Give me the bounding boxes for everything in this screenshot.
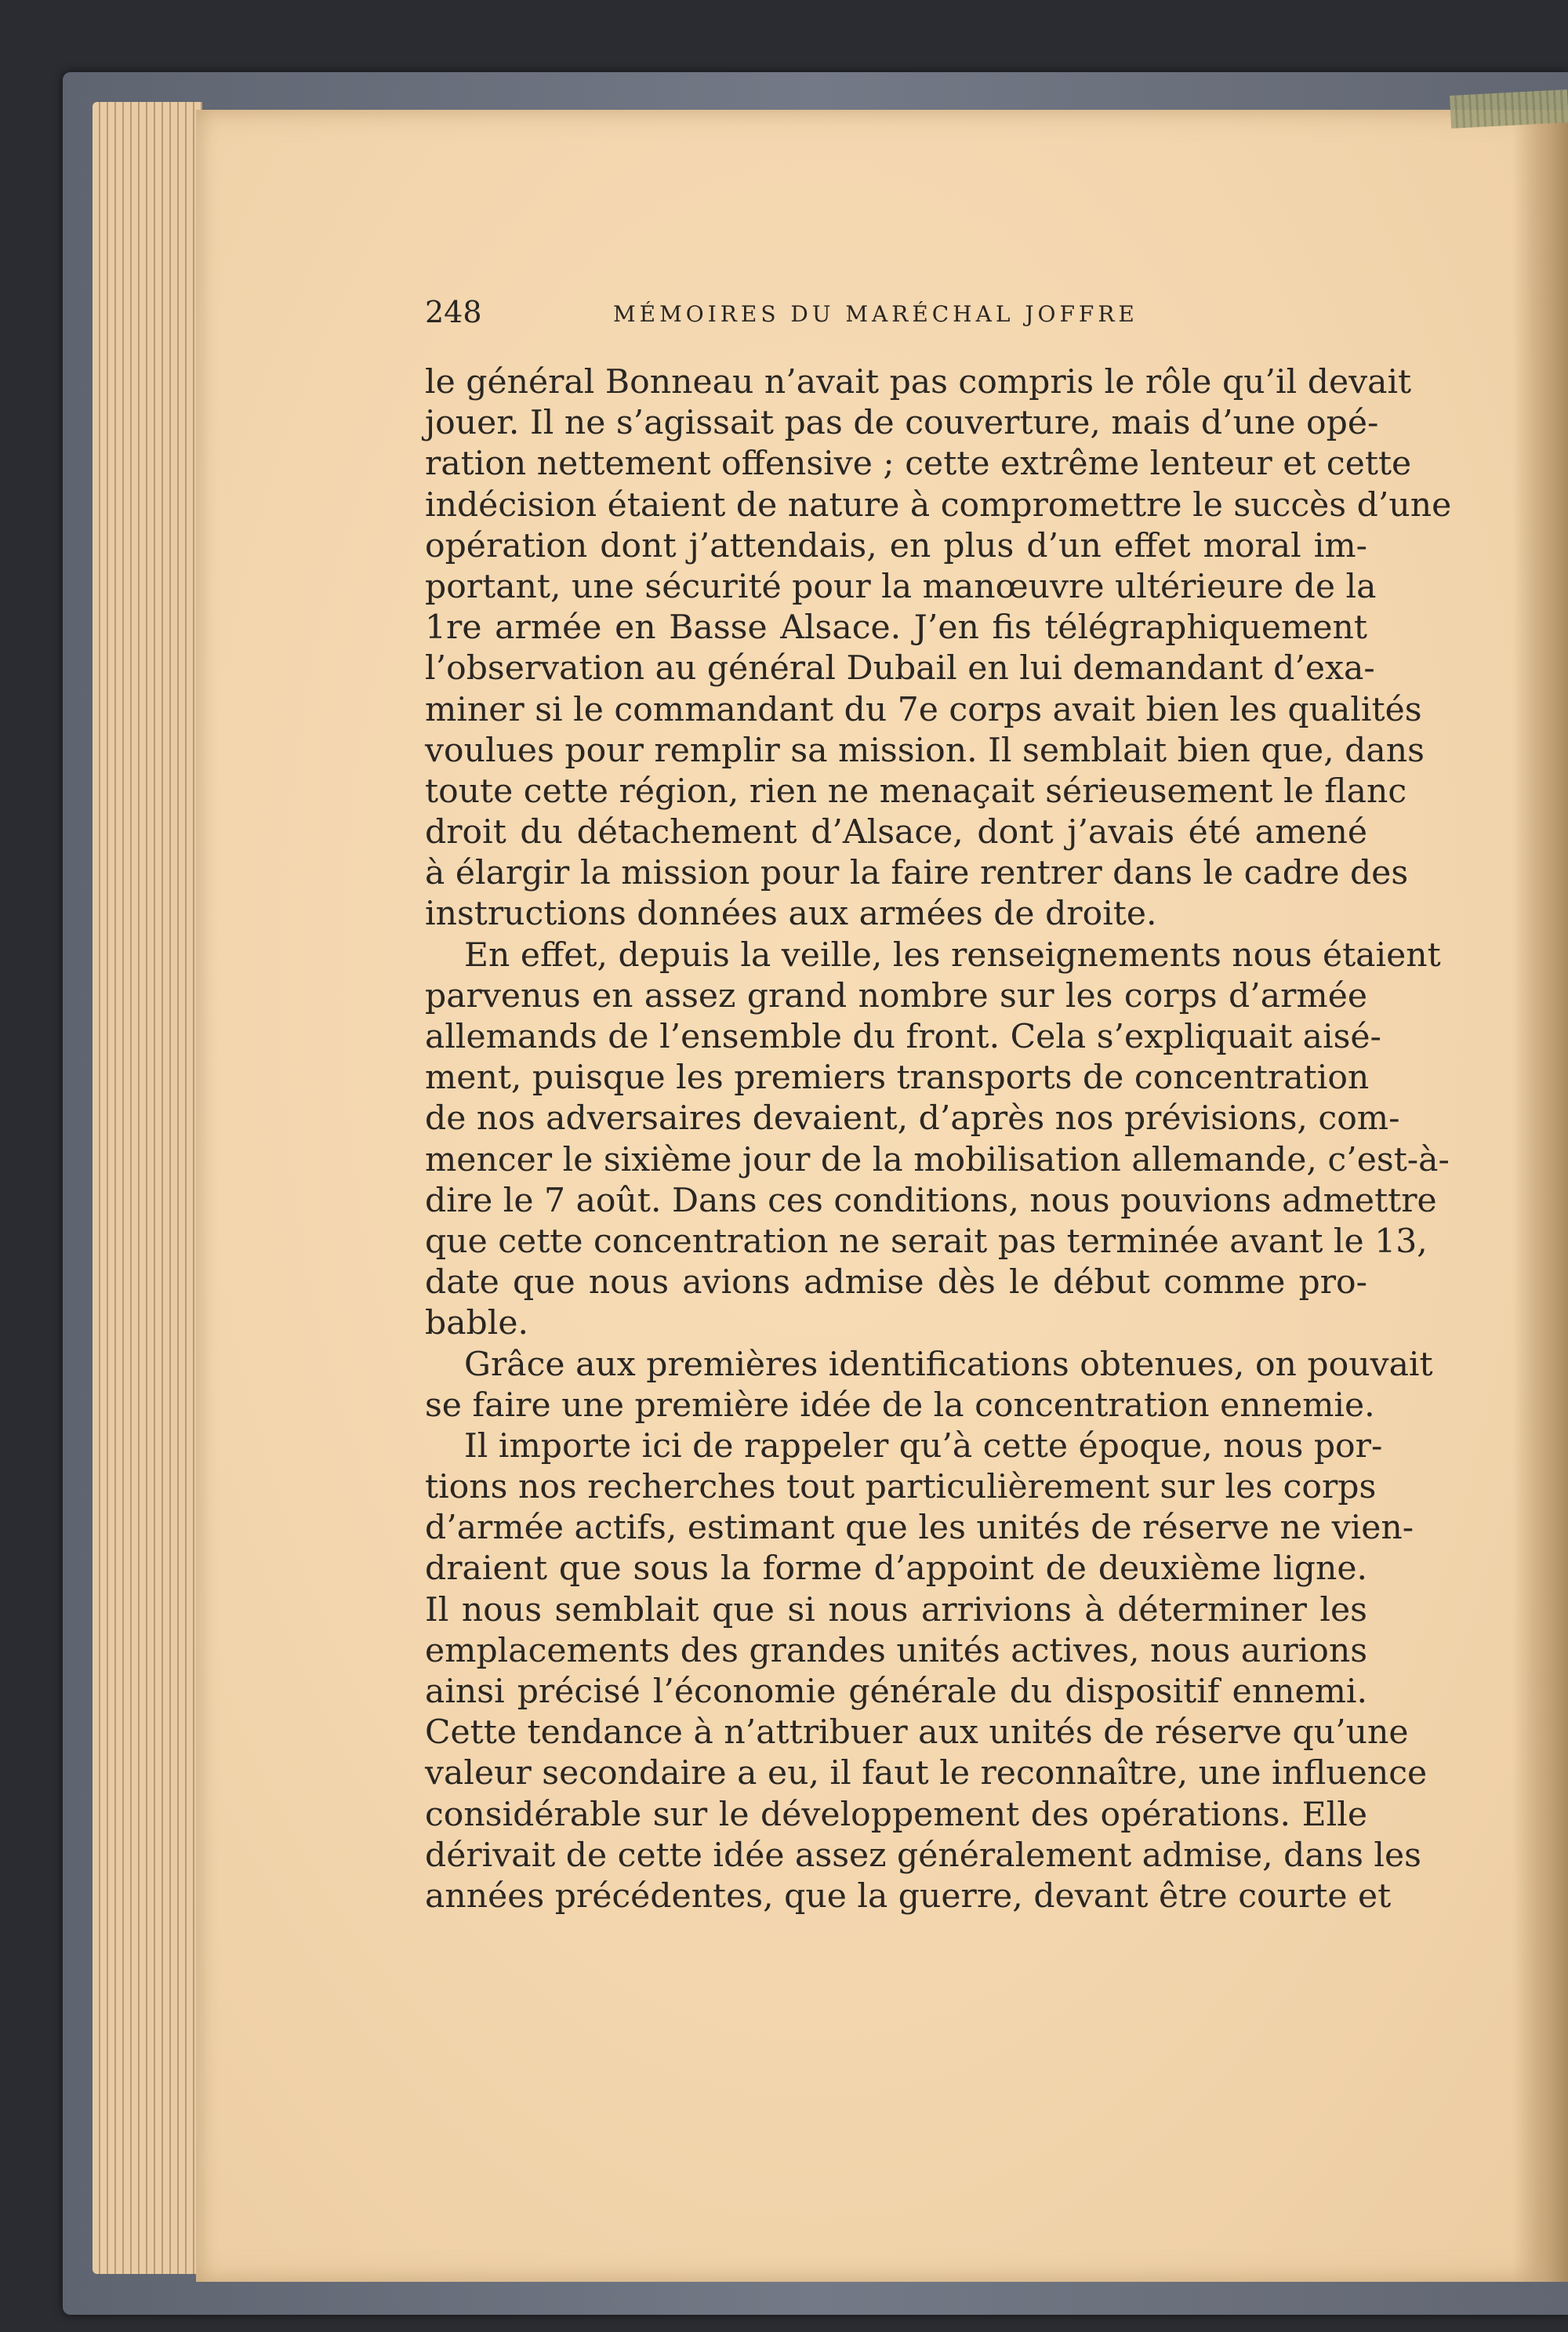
body-text [425,362,1452,1917]
text-line: indécision étaient de nature à compromettre le succès d’une [425,485,1452,525]
text-line: 1re armée en Basse Alsace. J’en fis télégraphiquement [425,608,1367,648]
text-line: bable. [425,1304,529,1343]
text-line: opération dont j’attendais, en plus d’un effet moral im- [425,526,1367,565]
bookmark-ribbon [1450,89,1568,129]
text-line: le général Bonneau n’avait pas compris le rôle qu’il devait [425,363,1412,401]
running-title: MÉMOIRES DU MARÉCHAL JOFFRE [613,301,1138,327]
text-line: allemands de l’ensemble du front. Cela s’expliquait aisé- [425,1018,1381,1056]
text-line: miner si le commandant du 7e corps avait bien les qualités [425,690,1422,729]
text-line: de nos adversaires devaient, d’après nos prévisions, com- [425,1099,1400,1139]
text-line: considérable sur le développement des opérations. Elle [425,1795,1367,1834]
text-line: l’observation au général Dubail en lui demandant d’exa- [425,649,1375,688]
text-line: à élargir la mission pour la faire rentrer dans le cadre des [425,854,1409,893]
text-line: instructions données aux armées de droite. [425,895,1157,934]
text-line: tions nos recherches tout particulièrement sur les corps [425,1468,1377,1507]
page-edges [93,102,202,2274]
text-line: ration nettement offensive ; cette extrême lenteur et cette [425,445,1412,484]
text-line: que cette concentration ne serait pas terminée avant le 13, [425,1222,1428,1261]
text-line: Il nous semblait que si nous arrivions à déterminer les [425,1590,1367,1629]
text-line: dérivait de cette idée assez généralement admise, dans les [425,1836,1421,1875]
text-line: portant, une sécurité pour la manœuvre ultérieure de la [425,567,1377,606]
text-line: ment, puisque les premiers transports de concentration [425,1059,1370,1098]
text-line: se faire une première idée de la concentration ennemie. [425,1386,1375,1425]
text-line: dire le 7 août. Dans ces conditions, nous pouvions admettre [425,1181,1437,1220]
text-line: jouer. Il ne s’agissait pas de couverture, mais d’une opé- [425,404,1379,443]
text-line: toute cette région, rien ne menaçait sérieusement le flanc [425,772,1407,811]
text-line: Il importe ici de rappeler qu’à cette époque, nous por- [464,1426,1383,1466]
text-line: Grâce aux premières identifications obtenues, on pouvait [464,1345,1433,1384]
page-number: 248 [425,295,482,329]
page-header [425,295,1367,334]
text-line: ainsi précisé l’économie générale du dispositif ennemi. [425,1673,1367,1711]
text-line: Cette tendance à n’attribuer aux unités de réserve qu’une [425,1713,1409,1753]
text-line: draient que sous la forme d’appoint de deuxième ligne. [425,1549,1367,1589]
text-line: voulues pour remplir sa mission. Il semblait bien que, dans [425,731,1425,770]
text-line: parvenus en assez grand nombre sur les corps d’armée [425,976,1367,1015]
text-line: mencer le sixième jour de la mobilisation allemande, c’est-à- [425,1140,1450,1179]
text-line: droit du détachement d’Alsace, dont j’avais été amené [425,813,1367,852]
text-line: En effet, depuis la veille, les renseignements nous étaient [464,935,1441,975]
text-line: d’armée actifs, estimant que les unités de réserve ne vien- [425,1509,1414,1548]
text-line: date que nous avions admise dès le début comme pro- [425,1263,1367,1302]
page-gutter [1513,110,1568,2282]
text-line: emplacements des grandes unités actives, nous aurions [425,1631,1368,1670]
text-line: années précédentes, que la guerre, devant être courte et [425,1876,1392,1916]
text-line: valeur secondaire a eu, il faut le reconnaître, une influence [425,1754,1428,1793]
